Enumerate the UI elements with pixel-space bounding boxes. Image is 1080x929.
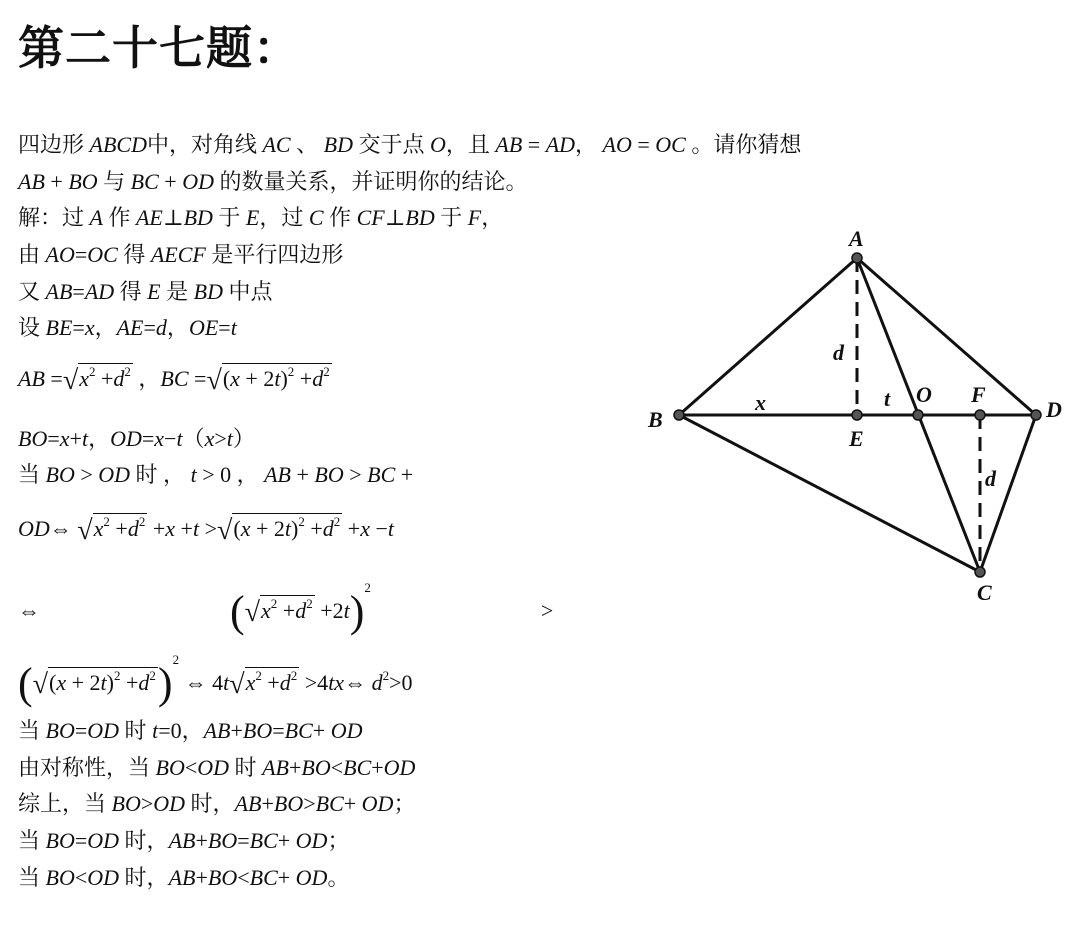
math-variable: t [387,516,394,541]
math-variable: x [261,598,271,623]
problem-title: 第二十七题： [18,21,300,75]
text-run: ( [49,670,57,695]
math-variable: BC [249,828,278,853]
text-run: + [277,865,296,890]
exponent: 2 [298,514,305,529]
radical-sign: √ [32,669,49,700]
text-run: 于 [212,205,246,230]
math-variable: d [138,670,150,695]
text-run: + 2 [250,516,285,541]
text-run: = [522,132,546,157]
math-variable: BO [45,462,75,487]
math-variable: BO [207,865,238,890]
math-variable: OD [87,828,120,853]
point-E [852,410,862,420]
math-variable: BC [343,755,372,780]
text-run: +2 [314,598,344,623]
text-run: 由 [18,242,46,267]
text-run: ⊥ [162,205,184,230]
radical-sign: √ [77,515,93,546]
math-variable: AE [116,315,144,340]
text-run: ⇔ [344,670,372,695]
text-run: ，且 [445,132,496,157]
big-parenthesis: ( [18,659,33,708]
text-run: + [261,791,274,816]
text-run: ， [94,315,117,340]
math-variable: AO [45,242,75,267]
label-O: O [916,382,932,407]
math-variable: OD [197,755,230,780]
math-variable: BD [193,279,223,304]
radical-sign: √ [229,669,245,700]
text-run: ( [222,366,231,391]
text-run: + [158,169,183,194]
exponent: 2 [138,514,146,529]
text-run: ； [327,828,350,853]
math-variable: OD [153,791,186,816]
text-run: 是平行四边形 [205,242,344,267]
text-run: 当 [18,462,46,487]
math-variable: E [147,279,161,304]
math-variable: F [467,205,482,230]
text-run: 。请你猜想 [685,132,802,157]
text-run: ，过 [259,205,309,230]
text-run: + [288,755,302,780]
text-run: 时， [119,828,169,853]
math-variable: OD [18,516,50,541]
math-variable: OD [110,426,142,451]
text-run: > [140,791,154,816]
exponent: 2 [270,596,278,611]
text-run: =0， [158,718,204,743]
math-variable: ABCD [89,132,147,157]
math-variable: E [245,205,260,230]
text-run: = [188,366,207,391]
math-variable: x [84,315,95,340]
text-run: + [44,169,69,194]
math-variable: A [89,205,103,230]
math-variable: d [295,598,307,623]
math-variable: x [165,516,176,541]
math-variable: d [155,315,167,340]
text-run: ； [393,791,416,816]
text-run: 得 [114,279,148,304]
text-run: + [120,670,139,695]
math-variable: BC [284,718,313,743]
label-d-AE: d [833,340,844,365]
math-variable: t [176,426,183,451]
text-run: < [237,865,250,890]
text-run: ） [232,426,255,451]
text-run: 与 [97,169,131,194]
big-parenthesis: ) [157,659,173,708]
math-variable: t [190,462,197,487]
text-run: ， [166,315,189,340]
math-variable: BO [155,755,185,780]
math-variable: d [312,366,324,391]
math-variable: t [343,598,350,623]
math-variable: AB [168,828,196,853]
text-run: = [44,366,63,391]
math-variable: d [113,366,125,391]
math-variable: OD [87,865,120,890]
text-run: + [147,516,166,541]
exponent: 2 [382,668,390,683]
text-run: 四边形 [18,132,90,157]
math-variable: x [59,426,70,451]
text-run: ) [280,366,288,391]
text-run: 当 [18,828,46,853]
math-variable: d [127,516,139,541]
math-variable: x [56,670,67,695]
text-run: ) [291,516,299,541]
text-run: = [237,828,250,853]
segment-BC [679,415,980,572]
math-variable: t [152,718,159,743]
text-run: + [342,516,361,541]
label-d-CF: d [985,466,996,491]
text-run: + [277,598,296,623]
exponent: 2 [255,668,262,683]
math-variable: OC [87,242,118,267]
math-variable: AECF [150,242,206,267]
text-run: > [214,426,227,451]
text-run: > [540,598,554,623]
math-variable: AB [168,865,196,890]
text-run: + [395,462,414,487]
math-variable: BO [111,791,141,816]
text-run: + [195,828,208,853]
exponent: 2 [88,364,96,379]
text-run: ) [106,670,114,695]
point-F [975,410,985,420]
math-variable: CF [356,205,385,230]
text-run: 中点 [222,279,273,304]
label-t: t [884,386,891,411]
math-variable: O [429,132,446,157]
text-run: + 2 [66,670,101,695]
text-run: = [74,718,88,743]
segment-AB [679,258,857,415]
text-run: ， [575,132,603,157]
label-x: x [755,390,766,415]
text-run: 时 [229,755,263,780]
math-variable: OD [330,718,363,743]
point-A [852,253,862,263]
text-run: = [72,315,85,340]
math-variable: d [371,670,383,695]
text-run: 于 [434,205,468,230]
math-variable: BO [314,462,344,487]
text-run: ⇔ [49,516,78,541]
point-D [1031,410,1041,420]
text-run: >0 [389,670,413,695]
radical-sign: √ [62,365,79,396]
math-variable: t [81,426,89,451]
text-run: 、 [290,132,324,157]
label-A: A [849,226,864,251]
text-run: > [74,462,99,487]
math-variable: d [322,516,334,541]
point-B [674,410,684,420]
text-run: = [74,242,88,267]
exponent: 2 [323,364,330,379]
math-variable: BC [130,169,159,194]
math-variable: AB [18,169,45,194]
math-variable: OD [383,755,416,780]
exponent: 2 [287,364,295,379]
text-run: − [164,426,177,451]
math-variable: x [230,366,240,391]
math-variable: AB [45,279,73,304]
text-run: 时， [119,865,169,890]
math-variable: t [192,516,200,541]
exponent: 2 [103,514,110,529]
math-variable: t [223,670,230,695]
text-run: 时 [119,718,153,743]
text-run: = [272,718,285,743]
math-variable: AE [135,205,163,230]
math-variable: x [240,516,251,541]
math-variable: AB [18,366,45,391]
math-variable: BO [301,755,331,780]
text-run: + [343,791,362,816]
text-run: = [218,315,231,340]
math-variable: x [245,670,256,695]
label-F: F [971,382,986,407]
text-run: 作 [323,205,357,230]
radical-sign: √ [244,597,261,628]
text-run: ， [88,426,111,451]
math-variable: BC [249,865,278,890]
label-D: D [1046,397,1062,422]
segment-CD [980,415,1036,572]
math-variable: BO [45,828,75,853]
exponent: 2 [172,652,180,667]
text-run: ， [481,205,504,230]
math-variable: BC [367,462,396,487]
math-variable: t [230,315,237,340]
text-run: （ [182,426,205,451]
math-variable: AB [203,718,231,743]
text-run: + [371,755,384,780]
math-variable: AO [602,132,632,157]
math-variable: OD [87,718,120,743]
text-run: 得 [117,242,151,267]
text-run: + [304,516,323,541]
math-variable: AB [495,132,523,157]
text-run: + [261,670,280,695]
math-variable: BO [45,718,75,743]
text-run: < [74,865,88,890]
math-variable: OD [295,828,328,853]
text-run: = [143,315,156,340]
math-variable: BO [242,718,273,743]
text-run: + [69,426,82,451]
math-variable: BD [405,205,435,230]
text-run: 解：过 [18,205,90,230]
math-variable: OD [295,865,328,890]
math-variable: t [226,426,233,451]
math-variable: BC [315,791,344,816]
text-run: 时， [185,791,235,816]
math-variable: BE [45,315,73,340]
text-run: 由对称性，当 [18,755,156,780]
text-run: = [631,132,656,157]
math-variable: AB [264,462,291,487]
text-run: + [291,462,315,487]
math-variable: t [274,366,281,391]
point-O [913,410,923,420]
text-run: 又 [18,279,46,304]
text-run: > 0 ， [196,462,265,487]
exponent: 2 [124,364,131,379]
text-run: = [74,828,88,853]
text-run: 当 [18,865,46,890]
text-run: ， [132,366,161,391]
text-run: 的数量关系，并证明你的结论。 [213,169,528,194]
text-run: 时 ， [130,462,191,487]
math-variable: x [204,426,215,451]
big-parenthesis: ( [230,587,245,636]
exponent: 2 [290,668,298,683]
math-variable: AB [262,755,289,780]
math-variable: t [284,516,292,541]
text-run: < [184,755,198,780]
text-run: = [141,426,155,451]
text-run: + [312,718,331,743]
math-variable: BO [68,169,98,194]
math-variable: t [100,670,107,695]
text-run: > [199,516,217,541]
math-variable: BD [183,205,213,230]
exponent: 2 [306,596,313,611]
text-run: + [175,516,193,541]
text-run: 综上，当 [18,791,112,816]
math-variable: x [360,516,370,541]
math-variable: BO [18,426,48,451]
math-variable: x [79,366,89,391]
math-variable: OE [188,315,219,340]
text-run: > [343,462,368,487]
text-run: ( [233,516,241,541]
text-run: + [195,865,208,890]
math-variable: BO [273,791,304,816]
exponent: 2 [114,668,121,683]
text-run: > [303,791,316,816]
text-run: ⊥ [384,205,406,230]
math-variable: x [93,516,104,541]
math-variable: AD [84,279,115,304]
math-variable: BD [323,132,353,157]
math-variable: AB [234,791,262,816]
exponent: 2 [333,514,341,529]
math-variable: BO [45,865,75,890]
exponent: 2 [364,580,371,595]
point-C [975,567,985,577]
text-run: = [72,279,85,304]
text-run: 。 [327,865,350,890]
math-variable: OD [98,462,131,487]
math-variable: BC [160,366,189,391]
label-C: C [977,580,992,605]
math-variable: C [308,205,324,230]
text-run: 当 [18,718,46,743]
text-run: >4 [299,670,329,695]
text-run: ⇔ 4 [179,670,224,695]
text-run: + [95,366,114,391]
text-run: + [277,828,296,853]
text-run: 是 [160,279,194,304]
text-run: − [369,516,388,541]
text-run: 设 [18,315,46,340]
text-run: = [47,426,60,451]
math-variable: AC [262,132,291,157]
math-variable: OC [655,132,686,157]
math-variable: AD [545,132,576,157]
label-B: B [648,407,663,432]
label-E: E [849,426,864,451]
math-variable: x [154,426,165,451]
math-variable: tx [328,670,345,695]
radical-sign: √ [217,515,233,546]
exponent: 2 [149,668,156,683]
radical-sign: √ [206,365,222,396]
text-run: + [109,516,128,541]
text-run: + 2 [239,366,275,391]
text-run: + [294,366,313,391]
text-run: 作 [102,205,136,230]
text-run: 交于点 [352,132,430,157]
math-variable: d [279,670,291,695]
text-run: < [330,755,344,780]
text-run: 中，对角线 [146,132,263,157]
text-run: + [230,718,243,743]
math-variable: BO [207,828,238,853]
math-variable: OD [361,791,394,816]
big-parenthesis: ) [349,587,365,636]
math-variable: OD [182,169,214,194]
text-run: ⇔ [18,598,40,623]
